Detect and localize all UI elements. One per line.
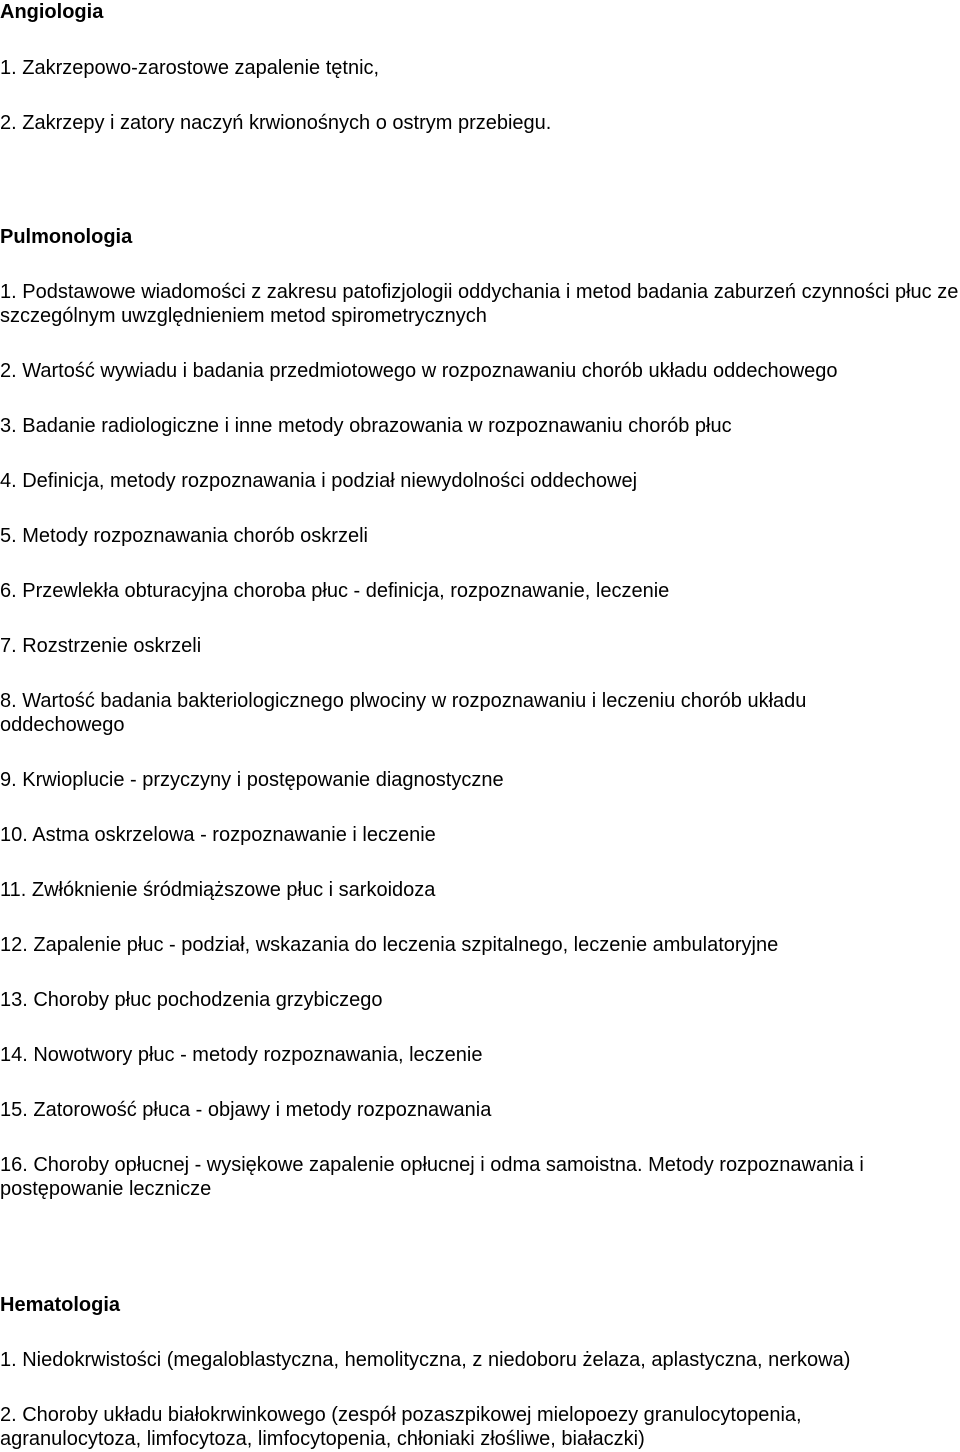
section-heading-pulmonologia: Pulmonologia	[0, 226, 133, 248]
list-item: 2. Zakrzepy i zatory naczyń krwionośnych o ostrym przebiegu.	[0, 112, 552, 134]
list-item: 1. Zakrzepowo-zarostowe zapalenie tętnic,	[0, 57, 380, 79]
list-item: 5. Metody rozpoznawania chorób oskrzeli	[0, 525, 368, 547]
list-item: 1. Niedokrwistości (megaloblastyczna, hemolityczna, z niedoboru żelaza, aplastyczna, nerkowa)	[0, 1349, 851, 1371]
list-item: 16. Choroby opłucnej - wysiękowe zapalenie opłucnej i odma samoistna. Metody rozpoznawania i postępowanie lecznicze	[0, 1154, 864, 1200]
section-heading-angiologia: Angiologia	[0, 1, 104, 23]
list-item: 7. Rozstrzenie oskrzeli	[0, 635, 202, 657]
list-item: 11. Zwłóknienie śródmiąższowe płuc i sarkoidoza	[0, 879, 436, 901]
list-item: 6. Przewlekła obturacyjna choroba płuc - definicja, rozpoznawanie, leczenie	[0, 580, 670, 602]
list-item: 1. Podstawowe wiadomości z zakresu patofizjologii oddychania i metod badania zaburzeń czynności płuc ze szczególnym uwzględnieniem metod spirometrycznych	[0, 281, 959, 327]
list-item: 2. Choroby układu białokrwinkowego (zespół pozaszpikowej mielopoezy granulocytopenia, agranulocytoza, limfocytoza, limfocytopenia, chłoniaki złośliwe, białaczki)	[0, 1404, 802, 1450]
section-heading-hematologia: Hematologia	[0, 1294, 121, 1316]
list-item: 13. Choroby płuc pochodzenia grzybiczego	[0, 989, 383, 1011]
list-item: 12. Zapalenie płuc - podział, wskazania do leczenia szpitalnego, leczenie ambulatoryjne	[0, 934, 779, 956]
list-item: 4. Definicja, metody rozpoznawania i podział niewydolności oddechowej	[0, 470, 638, 492]
list-item: 9. Krwioplucie - przyczyny i postępowanie diagnostyczne	[0, 769, 504, 791]
list-item: 14. Nowotwory płuc - metody rozpoznawania, leczenie	[0, 1044, 483, 1066]
list-item: 3. Badanie radiologiczne i inne metody obrazowania w rozpoznawaniu chorób płuc	[0, 415, 732, 437]
list-item: 15. Zatorowość płuca - objawy i metody rozpoznawania	[0, 1099, 492, 1121]
list-item: 8. Wartość badania bakteriologicznego plwociny w rozpoznawaniu i leczeniu chorób układu oddechowego	[0, 690, 807, 736]
list-item: 2. Wartość wywiadu i badania przedmiotowego w rozpoznawaniu chorób układu oddechowego	[0, 360, 838, 382]
list-item: 10. Astma oskrzelowa - rozpoznawanie i leczenie	[0, 824, 436, 846]
